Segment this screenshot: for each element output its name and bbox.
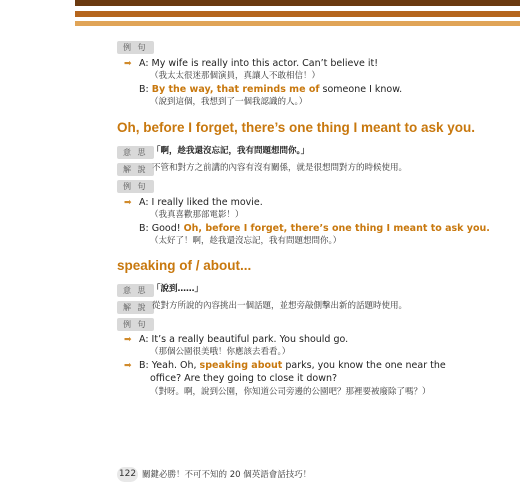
arrow-icon: ➡ [124, 335, 132, 345]
highlight-phrase: Oh, before I forget, there’s one thing I meant to ask you. [183, 223, 490, 234]
example-b-chinese: （太好了！啊，趁我還沒忘記，我有問題想問你。） [150, 236, 342, 246]
section-heading: speaking of / about... [117, 258, 252, 273]
example-a-english: A: It’s a really beautiful park. You should go. [139, 334, 349, 345]
highlight-phrase: By the way, that reminds me of [151, 84, 320, 95]
example-label: 例 句 [117, 180, 154, 193]
example-b-chinese: （對呀。啊，說到公園，你知道公司旁邊的公園吧？那裡要被廢除了嗎？） [150, 387, 431, 397]
example-a-english: A: I really liked the movie. [139, 197, 263, 208]
sentence-rest: someone I know. [319, 84, 403, 95]
explain-text: 從對方所說的內容挑出一個話題，並想旁敲側擊出新的話題時使用。 [152, 301, 408, 311]
meaning-text: 「說到……」 [152, 284, 204, 294]
section-heading: Oh, before I forget, there’s one thing I meant to ask you. [117, 120, 476, 135]
page-number: 122 [117, 467, 138, 482]
highlight-phrase: speaking about [199, 360, 283, 371]
example-a-english: A: My wife is really into this actor. Can’t believe it! [139, 58, 379, 69]
example-b-chinese: （說到這個，我想到了一個我認識的人。） [150, 97, 308, 107]
speaker-b: B: Yeah. Oh, [139, 360, 200, 371]
example-a-chinese: （我太太很迷那個演員，真讓人不敢相信！） [150, 71, 321, 81]
meaning-text: 「啊，趁我還沒忘記，我有問題想問你。」 [152, 146, 310, 156]
example-b-english [139, 223, 490, 235]
explain-text: 不管和對方之前講的內容有沒有關係，就是很想問對方的時候使用。 [152, 163, 408, 173]
meaning-label: 意 思 [117, 284, 154, 297]
arrow-icon: ➡ [124, 198, 132, 208]
meaning-label: 意 思 [117, 146, 154, 159]
example-b-english [139, 360, 446, 372]
speaker-b: B: Good! [139, 223, 184, 234]
arrow-icon: ➡ [124, 59, 132, 69]
example-b-english [139, 84, 402, 96]
example-label: 例 句 [117, 318, 154, 331]
example-b-english-line2: office? Are they going to close it down? [150, 373, 338, 384]
footer-title: 關鍵必勝！不可不知的 20 個英語會話技巧！ [142, 470, 312, 480]
example-a-chinese: （那個公園很美哦！你應該去看看。） [150, 347, 291, 357]
explain-label: 解 說 [117, 301, 154, 314]
example-label: 例 句 [117, 41, 154, 54]
speaker-b: B: [139, 84, 152, 95]
example-a-chinese: （我真喜歡那部電影！） [150, 210, 244, 220]
header-stripe-light [75, 21, 520, 26]
explain-label: 解 說 [117, 163, 154, 176]
sentence-rest: parks, you know the one near the [282, 360, 446, 371]
arrow-icon: ➡ [124, 361, 132, 371]
